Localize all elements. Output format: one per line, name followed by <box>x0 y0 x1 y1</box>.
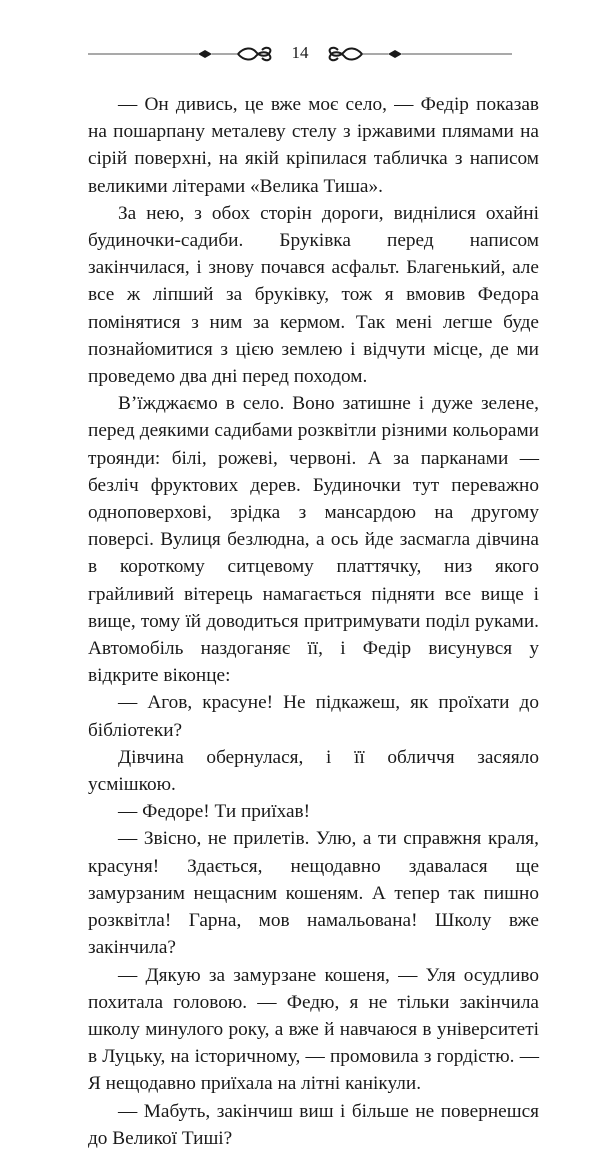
body-text <box>88 91 539 1152</box>
paragraph: Дівчина обернулася, і її обличчя засяяло усмішкою. <box>88 746 539 796</box>
page-header <box>0 40 600 68</box>
paragraph: За нею, з обох сторін дороги, виднілися охайні будиночки-садиби. Бруківка перед написом закінчилася, і знову почався асфальт. Благенький, але все ж ліпший за бруківку, тож я вмовив Федора помінятися з ним за кермом. Так мені легше буде познайомитися з цією землею і відчути місце, де ми проведемо два дні перед походом. <box>88 202 539 388</box>
paragraph: — Агов, красуне! Не підкажеш, як проїхати до бібліотеки? <box>88 692 539 741</box>
page-number: 14 <box>291 43 309 62</box>
paragraph: — Мабуть, закінчиш виш і більше не повернешся до Великої Тиші? <box>88 1100 539 1149</box>
paragraph: — Звісно, не прилетів. Улю, а ти справжня краля, красуня! Здається, нещодавно здавалася ще замурзаним нещасним кошеням. А тепер так пишно розквітла! Гарна, мов намальована! Школу вже закінчила? <box>88 828 539 959</box>
paragraph: — Он дивись, це вже моє село, — Федір показав на пошарпану металеву стелу з іржавими плямами на сірій поверхні, на якій кріпилася табличка з написом великими літерами «Велика Тиша». <box>88 94 539 197</box>
paragraph: — Дякую за замурзане кошеня, — Уля осудливо похитала головою. — Федю, я не тільки закінчила школу минулого року, а вже й навчаюся в університеті в Луцьку, на історичному, — промовила з гордістю. — Я нещодавно приїхала на літні канікули. <box>88 964 539 1095</box>
paragraph: В’їжджаємо в село. Воно затишне і дуже зелене, перед деякими садибами розквітли різними кольорами троянди: білі, рожеві, червоні. А за парканами — безліч фруктових дерев. Будиночки тут переважно одноповерхові, зрідка з мансардою на другому поверсі. Вулиця безлюдна, а ось йде засмагла дівчина в короткому ситцевому платтячку, низ якого грайливий вітерець намагається підняти все вище і вище, тому їй доводиться притримувати поділ руками. Автомобіль наздоганяє її, і Федір висунувся у відкрите віконце: <box>88 393 539 687</box>
paragraph: — Федоре! Ти приїхав! <box>118 801 311 823</box>
